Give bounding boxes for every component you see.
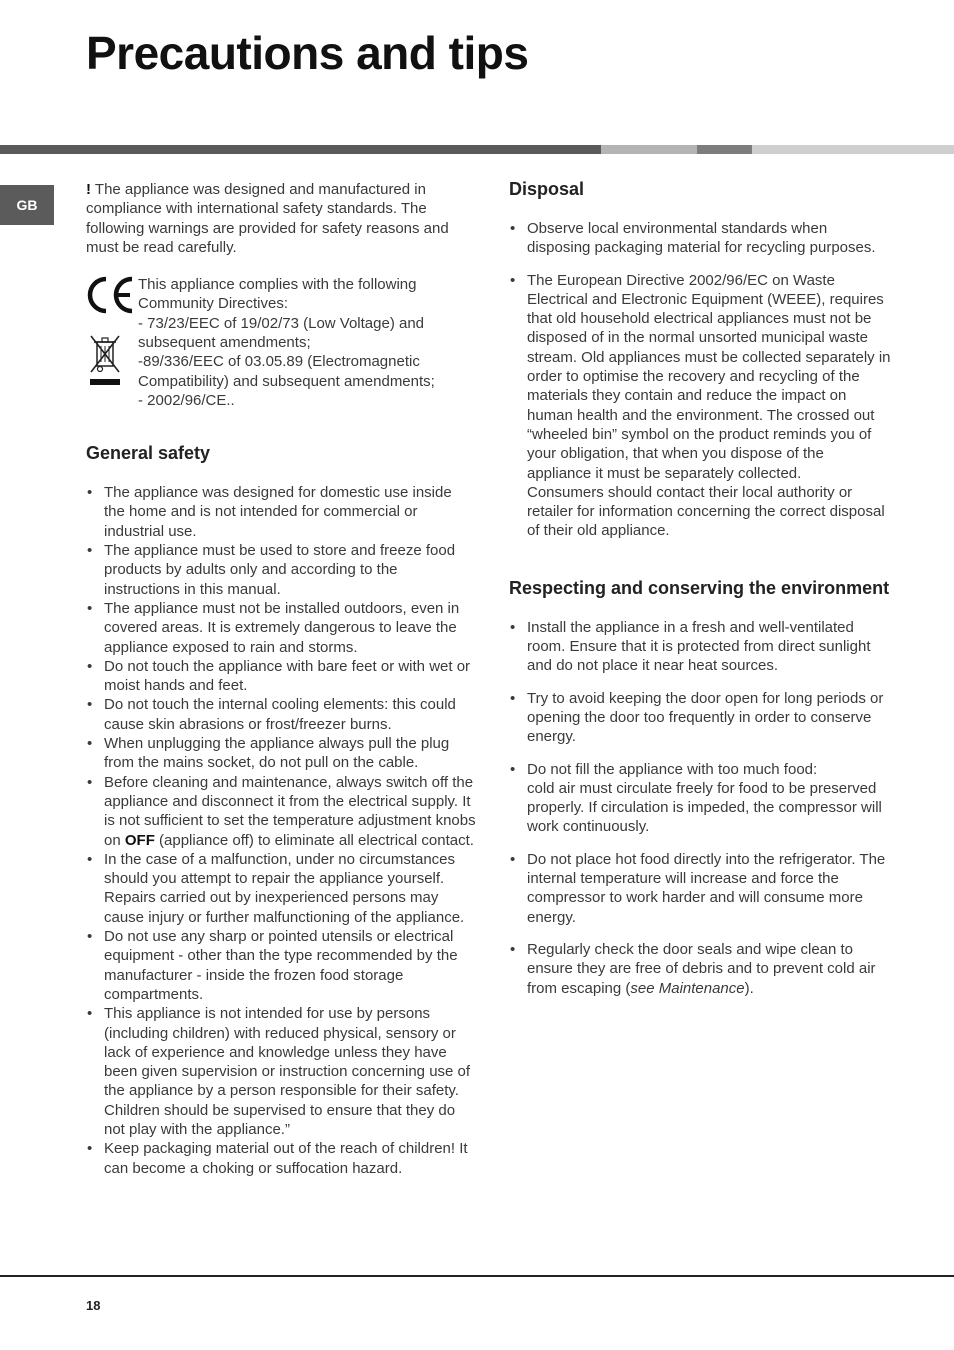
general-safety-list	[86, 483, 476, 1178]
environment-list	[509, 618, 891, 998]
list-item: • The appliance must not be installed outdoors, even in covered areas. It is extremely dangerous to leave the appliance exposed to rain and storms.	[86, 599, 476, 657]
food-text: cold air must circulate freely for food to be preserved properly. If circulation is impeded, the compressor will work continuously.	[527, 779, 882, 836]
list-item: • Do not touch the internal cooling elements: this could cause skin abrasions or frost/freezer burns.	[86, 695, 476, 734]
seals-text: ).	[744, 979, 754, 997]
page-title: Precautions and tips	[86, 27, 529, 79]
header-bar-segment	[752, 145, 954, 154]
right-column	[509, 180, 891, 998]
weee-text: Consumers should contact their local authority or retailer for information concerning the correct disposal of their old appliance.	[527, 483, 885, 540]
intro-text: The appliance was designed and manufactured in compliance with international safety standards. The following warnings are provided for safety reasons and must be read carefully.	[86, 181, 449, 256]
warning-mark: !	[86, 181, 91, 198]
list-item	[509, 760, 891, 837]
list-item: • Keep packaging material out of the reach of children! It can become a choking or suffocation hazard.	[86, 1139, 476, 1178]
list-item: • When unplugging the appliance always pull the plug from the mains socket, do not pull on the cable.	[86, 734, 476, 773]
list-item: • Observe local environmental standards when disposing packaging material for recycling purposes.	[509, 219, 891, 258]
list-item: • This appliance is not intended for use by persons (including children) with reduced physical, sensory or lack of experience and knowledge unless they have been given supervision or instruction concerning use of the appliance by a person responsible for their safety. Children should be supervised to ensure that they do not play with the appliance.”	[86, 1004, 476, 1139]
list-item	[509, 940, 891, 998]
list-item: • Try to avoid keeping the door open for long periods or opening the door too frequently in order to conserve energy.	[509, 689, 891, 747]
environment-heading: Respecting and conserving the environment	[509, 577, 890, 598]
compliance-line: -89/336/EEC of 03.05.89 (Electromagnetic Compatibility) and subsequent amendments;	[138, 353, 435, 390]
intro-warning	[86, 180, 476, 257]
disposal-heading: Disposal	[509, 179, 585, 199]
compliance-line: This appliance complies with the following Community Directives:	[138, 276, 417, 313]
cleaning-text: Before cleaning and maintenance, always switch off the appliance and disconnect it from the electrical supply. It is not sufficient to set the temperature adjustment knobs on	[104, 773, 476, 849]
header-bar-segment	[0, 145, 601, 154]
header-bar-segment	[697, 145, 752, 154]
list-item: • In the case of a malfunction, under no circumstances should you attempt to repair the appliance yourself. Repairs carried out by inexperienced persons may cause injury or further malfunctioning of the appliance.	[86, 850, 476, 927]
list-item	[86, 773, 476, 850]
compliance-line: - 2002/96/CE..	[138, 391, 235, 409]
language-tab: GB	[0, 185, 54, 225]
header-bar-segment	[601, 145, 697, 154]
list-item: • Do not place hot food directly into the refrigerator. The internal temperature will increase and force the compressor to work harder and will consume more energy.	[509, 850, 891, 927]
list-item: • Do not use any sharp or pointed utensils or electrical equipment - other than the type recommended by the manufacturer - inside the frozen food storage compartments.	[86, 927, 476, 1004]
compliance-line: - 73/23/EEC of 19/02/73 (Low Voltage) and subsequent amendments;	[138, 314, 425, 352]
footer-rule	[0, 1275, 954, 1277]
list-item: • Do not touch the appliance with bare feet or with wet or moist hands and feet.	[86, 657, 476, 696]
left-column	[86, 180, 476, 1178]
weee-text: • The European Directive 2002/96/EC on Waste Electrical and Electronic Equipment (WEEE), requires that old household electrical appliances must not be disposed of in the normal unsorted municipal waste stream. Old appliances must be collected separately in order to optimise the recovery and recycling of the materials they contain and reduce the impact on human health and the environment. The crossed out “wheeled bin” symbol on the product reminds you of your obligation, that when you dispose of the appliance it must be separately collected.	[527, 271, 891, 482]
list-item: • The appliance must be used to store and freeze food products by adults only and according to the instructions in this manual.	[86, 541, 476, 599]
cleaning-text: (appliance off) to eliminate all electrical contact.	[154, 831, 474, 849]
disposal-list	[509, 219, 891, 541]
header-bar	[0, 145, 954, 154]
off-keyword: OFF	[124, 831, 155, 849]
list-item: • The appliance was designed for domestic use inside the home and is not intended for commercial or industrial use.	[86, 483, 476, 541]
maintenance-reference: see Maintenance	[630, 979, 745, 997]
food-text: • Do not fill the appliance with too much food:	[527, 760, 818, 778]
compliance-text	[138, 275, 458, 410]
ce-mark-icon	[86, 275, 136, 315]
list-item: • Install the appliance in a fresh and well-ventilated room. Ensure that it is protected from direct sunlight and do not place it near heat sources.	[509, 618, 891, 676]
compliance-block	[86, 275, 476, 407]
general-safety-heading: General safety	[86, 443, 211, 464]
list-item	[509, 271, 891, 541]
seals-text: Regularly check the door seals and wipe clean to ensure they are free of debris and to prevent cold air from escaping (	[527, 940, 876, 997]
page-number: 18	[86, 1298, 101, 1313]
crossed-out-wheelie-bin-icon	[88, 333, 122, 387]
